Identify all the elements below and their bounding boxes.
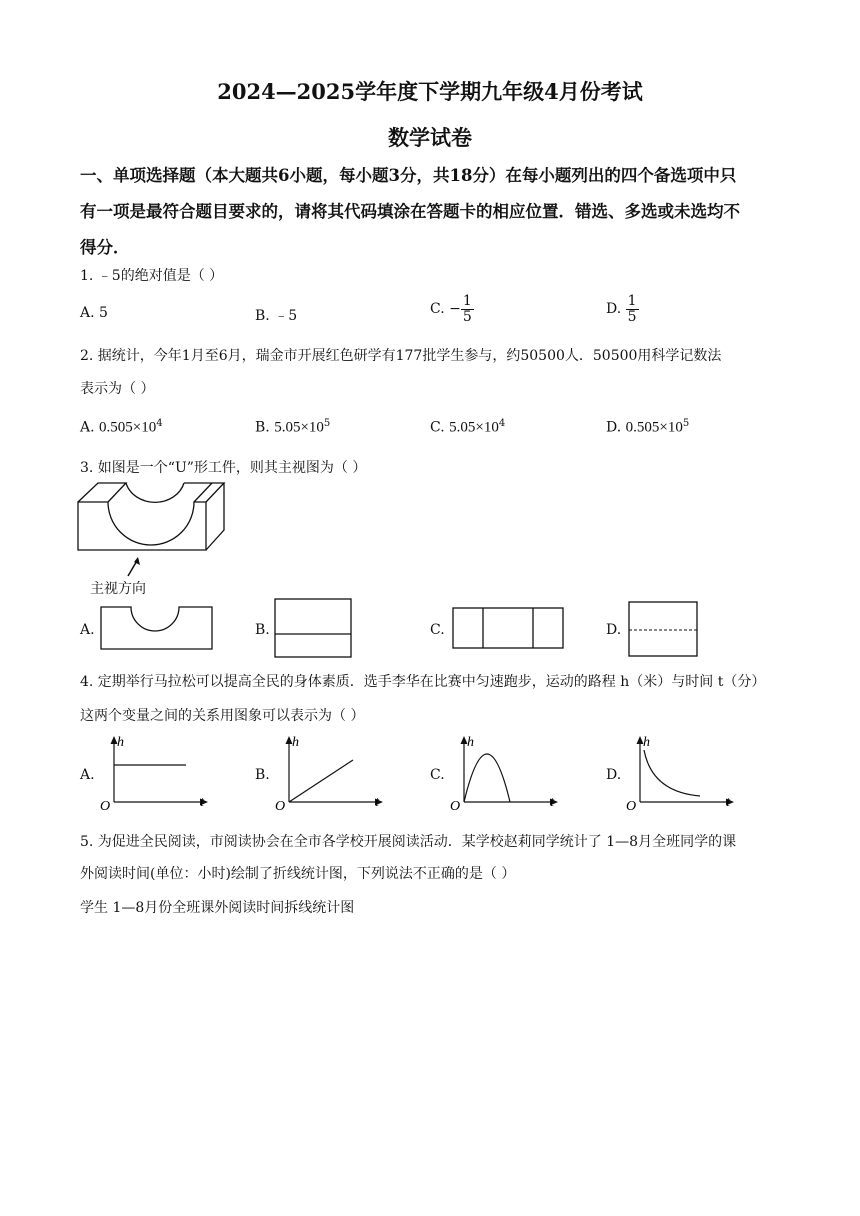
q5-stem-line1: 5. 为促进全民阅读，市阅读协会在全市各学校开展阅读活动．某学校赵莉同学统计了 1—8月全班同学的课 xyxy=(80,834,737,850)
section-instructions-line2: 有一项是最符合题目要求的，请将其代码填涂在答题卡的相应位置．错选、多选或未选均不 xyxy=(80,202,740,221)
q1-option-a xyxy=(80,305,108,321)
q2-c-label: C. xyxy=(430,419,445,436)
q1-a-value: 5 xyxy=(99,305,108,321)
q4-a-label: A. xyxy=(80,767,95,783)
q4-c-axis-y: h xyxy=(467,735,474,750)
q4-graph-c xyxy=(446,732,566,812)
section-instructions-line1: 一、单项选择题（本大题共6小题，每小题3分，共18分）在每小题列出的四个备选项中只 xyxy=(80,166,737,185)
q3-d-label: D. xyxy=(606,622,622,638)
u-workpiece-figure xyxy=(76,480,236,560)
q1-option-c xyxy=(430,294,474,324)
q2-c-exponent: 4 xyxy=(498,418,506,429)
q1-c-sign: − xyxy=(449,301,461,318)
q5-stem-line2: 外阅读时间(单位：小时)绘制了折线统计图，下列说法不正确的是（ ） xyxy=(80,866,516,882)
q4-a-axis-y: h xyxy=(117,735,124,750)
q1-c-fraction xyxy=(461,294,474,324)
q1-c-label: C. xyxy=(430,301,445,318)
q2-b-label: B. xyxy=(255,419,270,436)
exam-title: 2024—2025学年度下学期九年级4月份考试 xyxy=(217,79,643,104)
q4-c-axis-x: t xyxy=(550,795,554,810)
q1-stem: 1. ﹣5的绝对值是（ ） xyxy=(80,268,224,284)
q4-c-origin: O xyxy=(450,799,461,814)
q5-chart-title: 学生 1—8月份全班课外阅读时间拆线统计图 xyxy=(80,900,355,916)
q4-d-axis-x: t xyxy=(726,795,730,810)
q3-b-label: B. xyxy=(255,622,270,638)
q4-graph-b xyxy=(271,732,391,812)
q3-a-label: A. xyxy=(80,622,95,638)
q4-stem-line2: 这两个变量之间的关系用图象可以表示为（ ） xyxy=(80,708,365,724)
q4-d-label: D. xyxy=(606,767,622,783)
section-instructions-line3: 得分． xyxy=(80,238,130,257)
q3-option-a-figure xyxy=(100,606,214,650)
q2-d-label: D. xyxy=(606,419,622,436)
q2-a-base: 0.505×10 xyxy=(99,419,157,436)
q1-c-numerator: 1 xyxy=(462,293,472,309)
q4-stem-line1: 4. 定期举行马拉松可以提高全民的身体素质．选手李华在比赛中匀速跑步，运动的路程 h（米）与时间 t（分） xyxy=(80,674,766,690)
q1-option-b xyxy=(255,305,297,325)
q4-d-axis-y: h xyxy=(643,735,650,750)
q3-option-b-figure xyxy=(274,598,352,658)
q2-stem-line2: 表示为（ ） xyxy=(80,381,155,397)
q2-a-exponent: 4 xyxy=(156,418,163,429)
q2-c-base: 5.05×10 xyxy=(449,419,499,436)
q3-option-d-figure xyxy=(628,601,698,657)
q4-c-label: C. xyxy=(430,767,445,783)
q4-d-origin: O xyxy=(626,799,637,814)
q1-d-denominator: 5 xyxy=(627,308,637,325)
q1-d-fraction xyxy=(626,294,639,324)
q4-b-origin: O xyxy=(275,799,286,814)
q3-option-c-figure xyxy=(452,607,564,649)
q3-c-label: C. xyxy=(430,622,445,638)
q4-graph-a xyxy=(96,732,216,812)
q2-option-c xyxy=(430,418,505,437)
q4-a-origin: O xyxy=(100,799,111,814)
q1-d-label: D. xyxy=(606,301,622,318)
q2-stem-line1: 2. 据统计，今年1月至6月，瑞金市开展红色研学有177批学生参与，约50500人．50500用科学记数法 xyxy=(80,348,722,364)
view-direction-caption: 主视方向 xyxy=(90,581,146,597)
q2-option-d xyxy=(606,418,689,437)
q4-b-axis-x: t xyxy=(375,795,379,810)
q1-c-denominator: 5 xyxy=(462,308,472,325)
q2-d-base: 0.505×10 xyxy=(625,419,683,436)
q1-d-numerator: 1 xyxy=(627,293,637,309)
q2-option-b xyxy=(255,418,330,437)
q2-b-exponent: 5 xyxy=(323,418,331,429)
q4-a-axis-x: t xyxy=(200,795,204,810)
q1-a-label: A. xyxy=(80,305,95,321)
q2-a-label: A. xyxy=(80,419,95,436)
q1-b-label: B. xyxy=(255,308,270,324)
q2-d-exponent: 5 xyxy=(682,418,690,429)
q2-b-base: 5.05×10 xyxy=(274,419,324,436)
q1-option-d xyxy=(606,294,639,324)
q4-graph-d xyxy=(622,732,742,812)
view-direction-arrow-icon xyxy=(124,556,144,578)
exam-subtitle: 数学试卷 xyxy=(388,125,472,150)
q4-b-label: B. xyxy=(255,767,270,783)
q3-stem: 3. 如图是一个“U”形工件，则其主视图为（ ） xyxy=(80,460,367,476)
q1-b-value: ﹣5 xyxy=(274,308,298,324)
q2-option-a xyxy=(80,418,163,437)
q4-b-axis-y: h xyxy=(292,735,299,750)
